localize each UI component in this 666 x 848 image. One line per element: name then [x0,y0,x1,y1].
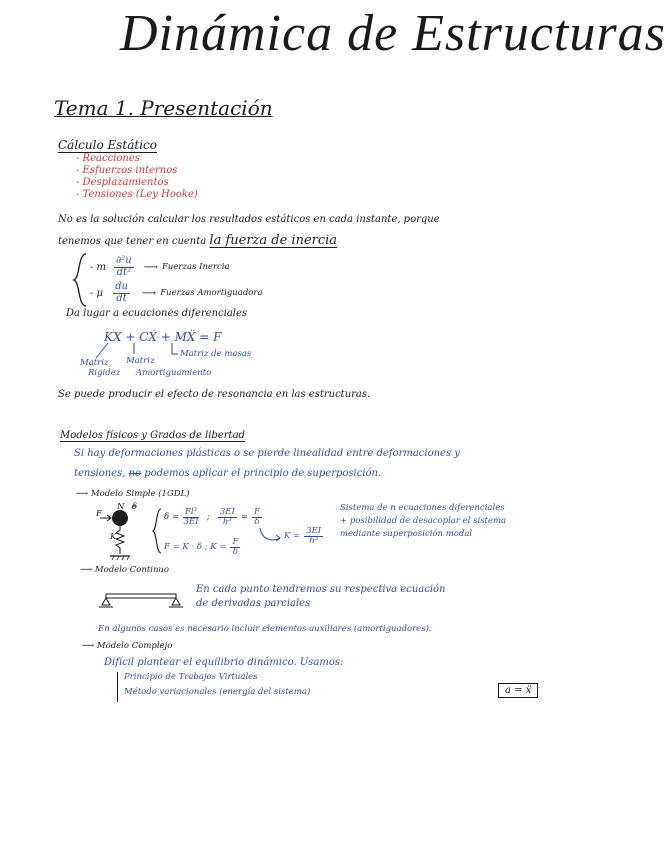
topic-text: Tema 1. Presentación [54,96,273,120]
eq-fd-fraction [252,508,262,527]
simple-note-3: mediante superposición modal [340,529,473,539]
calc-static-item: - Desplazamientos [76,177,169,188]
arrow-right-icon: ⟶ [141,287,157,299]
simple-eq-delta [164,508,264,527]
models-text-strike: no [128,468,142,479]
inertia-fraction [114,256,134,278]
damping-fraction [113,282,130,304]
simple-eq-force [164,538,242,557]
arrow-right-icon: ⟶ [82,641,97,651]
damping-label: Fuerzas Amortiguadora [160,288,263,298]
continuous-text-1: En cada punto tendremos su respectiva ecuación [196,584,446,595]
models-text-1: Si hay deformaciones plásticas o se pierde linealidad entre deformaciones y [74,448,460,459]
simple-k-label: K [110,532,117,542]
calc-static-item: - Reacciones [76,153,140,164]
brace-icon [72,252,92,308]
page-title: Dinámica de Estructuras [120,5,666,62]
intro-line-2 [58,233,337,248]
models-heading: Modelos físicos y Grados de libertad [60,430,245,441]
complex-bar [117,672,118,702]
intro-line-1: No es la solución calcular los resultados estáticos en cada instante, porque [58,214,440,225]
inertia-label: Fuerzas Inercia [162,262,230,272]
simple-eq-k [284,527,325,546]
eq-k-label: K = [284,531,301,542]
label-mass-matrix: Matriz de masas [180,349,252,359]
damping-force-row [90,282,263,304]
resonance-text: Se puede producir el efecto de resonancia en las estructuras. [58,389,371,400]
eq-fd-num: F [253,507,260,517]
eq-fl3-fraction [183,508,199,527]
eq-3ei-num: 3EI [219,507,235,517]
intro-emphasis: la fuerza de inercia [209,233,338,248]
brace-icon [152,507,164,555]
simple-force-label: F [96,509,102,519]
eq-k-num: F [232,537,239,547]
continuous-model-label [80,565,169,575]
simple-n-label: N [117,502,125,512]
inertia-sign: - m [90,261,107,273]
label-damping-2: Amortiguamiento [136,368,212,378]
simple-model-text: Modelo Simple (1GDL) [90,489,190,499]
label-damping-1: Matriz [126,356,155,366]
continuous-text-2: de derivadas parciales [196,598,311,609]
complex-text: Difícil plantear el equilibrio dinámico. Usamos: [104,657,344,668]
simple-model-label [76,489,190,499]
eq-3ei-fraction [218,508,237,527]
diff-eq-intro: Da lugar a ecuaciones diferenciales [66,308,248,319]
diff-eq-equation: KX + CẊ + MẌ = F [104,330,222,344]
simple-model-diagram [94,500,158,562]
eq-fl3-den: 3EI [183,516,199,527]
eq-k-fraction [230,538,240,557]
simple-delta-label: δ [132,502,138,512]
eq-semicolon: ; [206,512,210,523]
arrow-right-icon: ⟶ [76,489,91,499]
calc-static-item: - Esfuerzos internos [76,165,178,176]
models-text-2b: podemos aplicar el principio de superposición. [144,468,382,479]
complex-model-text: Modelo Complejo [96,641,173,651]
aux-text: En algunos casos es necesario incluir elementos auxiliares (amortiguadores). [98,624,432,634]
complex-item-1: Principio de Trabajos Virtuales [124,672,258,682]
damping-numerator: du [115,281,128,292]
eq-k2-den: h³ [309,535,319,546]
curved-arrow-icon [258,526,284,546]
models-text-2a: tensiones, [74,468,126,479]
eq-k-den: δ [232,546,238,557]
eq-force-text: F = K · δ ; K = [164,542,227,553]
models-text-2 [74,468,381,479]
arrow-right-icon: ⟶ [143,261,159,273]
beam-diagram [96,588,186,610]
eq-delta-text: δ = [164,512,179,523]
continuous-model-text: Modelo Continuo [94,565,170,575]
eq-3ei-den: h³ [222,516,232,527]
damping-sign: - μ [90,287,104,299]
inertia-force-row [90,256,230,278]
label-stiffness-2: Rigidez [88,368,121,378]
eq-equals: = [240,512,248,523]
simple-note-1: Sistema de n ecuaciones diferenciales [340,503,505,513]
complex-model-label [82,641,172,651]
eq-k2-fraction [304,527,323,546]
acceleration-box: a = ẍ [498,683,538,698]
topic-heading [54,96,273,120]
arrow-right-icon: ⟶ [80,565,95,575]
inertia-denominator: dt² [116,266,132,278]
eq-k2-num: 3EI [306,526,322,536]
damping-denominator: dt [116,292,127,304]
eq-fd-den: δ [254,516,260,527]
eq-fl3-num: Fl³ [184,507,197,517]
complex-item-2: Método variacionales (energía del sistema) [124,687,311,697]
inertia-numerator: ∂²u [116,255,132,266]
calc-static-item: - Tensiones (Ley Hooke) [76,189,198,200]
intro-line-2-prefix: tenemos que tener en cuenta [58,236,207,247]
calc-static-heading: Cálculo Estático [58,138,157,152]
label-stiffness-1: Matriz [80,358,109,368]
simple-note-2: + posibilidad de desacoplar el sistema [340,516,507,526]
